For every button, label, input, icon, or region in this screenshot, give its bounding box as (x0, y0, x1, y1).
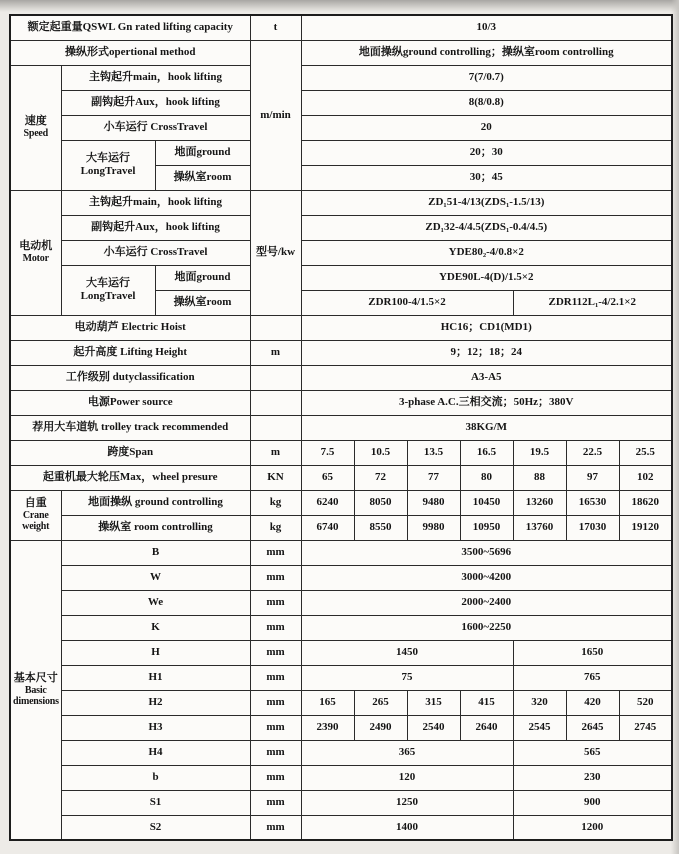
wheel-pressure-cell: 88 (513, 465, 566, 490)
speed-longtravel-zh: 大车运行 (86, 152, 130, 165)
motor-lt-ground-value: YDE90L-4(D)/1.5×2 (301, 265, 672, 290)
crane-spec-table (9, 14, 673, 841)
dim-name: H1 (61, 665, 250, 690)
weight-ground-cell: 9480 (407, 490, 460, 515)
dim-value-right: 565 (513, 740, 672, 765)
weight-ground-cell: 6240 (301, 490, 354, 515)
dim-unit: mm (250, 615, 301, 640)
span-value-cell: 25.5 (619, 440, 672, 465)
motor-longtravel-zh: 大车运行 (86, 277, 130, 290)
motor-lt-ground-label: 地面ground (155, 265, 250, 290)
row-weight-room (10, 515, 672, 540)
dim-value-right: 765 (513, 665, 672, 690)
speed-lt-room-value: 30；45 (301, 165, 672, 190)
speed-lt-ground-label: 地面ground (155, 140, 250, 165)
row-power-source (10, 390, 672, 415)
dim-value-cell: 2640 (460, 715, 513, 740)
dim-unit: mm (250, 590, 301, 615)
wheel-pressure-cell: 72 (354, 465, 407, 490)
dim-value-cell: 315 (407, 690, 460, 715)
dim-value-cell: 2390 (301, 715, 354, 740)
dim-unit: mm (250, 790, 301, 815)
operation-method-value: 地面操纵ground controlling；操纵室room controlling (301, 40, 672, 65)
crane-weight-en2: weight (22, 521, 50, 533)
row-operation-method (10, 40, 672, 65)
speed-cross-value: 20 (301, 115, 672, 140)
row-duty-classification (10, 365, 672, 390)
wheel-pressure-cell: 97 (566, 465, 619, 490)
motor-lt-room-value-left: ZDR100-4/1.5×2 (301, 290, 513, 315)
dim-unit: mm (250, 715, 301, 740)
wheel-pressure-cell: 77 (407, 465, 460, 490)
trolley-track-label: 荐用大车道轨 trolley track recommended (10, 415, 250, 440)
crane-weight-group-label (10, 490, 61, 540)
speed-main-label: 主钩起升main，hook lifting (61, 65, 250, 90)
weight-ground-label: 地面操纵 ground controlling (61, 490, 250, 515)
dim-value-cell: 2540 (407, 715, 460, 740)
weight-ground-cell: 18620 (619, 490, 672, 515)
row-dim-S2 (10, 815, 672, 840)
dim-unit: mm (250, 565, 301, 590)
row-motor-cross (10, 240, 672, 265)
dim-name: S1 (61, 790, 250, 815)
span-value-cell: 16.5 (460, 440, 513, 465)
row-speed-aux (10, 90, 672, 115)
dim-name: H3 (61, 715, 250, 740)
span-unit: m (250, 440, 301, 465)
motor-lt-room-value-right: ZDR112L₁-4/2.1×2 (513, 290, 672, 315)
rated-capacity-label: 额定起重量QSWL Gn rated lifting capacity (10, 15, 250, 40)
dim-value-cell: 415 (460, 690, 513, 715)
dim-value-left: 75 (301, 665, 513, 690)
crane-weight-zh: 自重 (24, 497, 47, 510)
dim-name: B (61, 540, 250, 565)
wheel-pressure-cell: 80 (460, 465, 513, 490)
trolley-track-unit (250, 415, 301, 440)
dim-value-cell: 520 (619, 690, 672, 715)
row-dim-We (10, 590, 672, 615)
dim-unit: mm (250, 665, 301, 690)
row-dim-b (10, 765, 672, 790)
wheel-pressure-cell: 65 (301, 465, 354, 490)
dim-unit: mm (250, 690, 301, 715)
row-motor-aux (10, 215, 672, 240)
weight-ground-cell: 13260 (513, 490, 566, 515)
dimensions-group-label (10, 540, 61, 840)
dim-value-right: 900 (513, 790, 672, 815)
weight-ground-cell: 10450 (460, 490, 513, 515)
speed-lt-room-label: 操纵室room (155, 165, 250, 190)
dim-value-left: 1400 (301, 815, 513, 840)
weight-room-cell: 13760 (513, 515, 566, 540)
row-dim-S1 (10, 790, 672, 815)
row-dim-H1 (10, 665, 672, 690)
row-speed-lt-ground (10, 140, 672, 165)
dim-name: We (61, 590, 250, 615)
power-source-unit (250, 390, 301, 415)
dim-name: K (61, 615, 250, 640)
motor-group-zh: 电动机 (19, 240, 53, 253)
dimensions-en2: dimensions (13, 696, 59, 708)
dim-name: S2 (61, 815, 250, 840)
weight-room-label: 操纵室 room controlling (61, 515, 250, 540)
dim-value-cell: 2745 (619, 715, 672, 740)
row-span (10, 440, 672, 465)
dim-value-cell: 2490 (354, 715, 407, 740)
dim-value: 3000~4200 (301, 565, 672, 590)
speed-longtravel-label (61, 140, 155, 190)
motor-aux-label: 副钩起升Aux，hook lifting (61, 215, 250, 240)
dim-value: 3500~5696 (301, 540, 672, 565)
weight-room-unit: kg (250, 515, 301, 540)
dim-value-cell: 420 (566, 690, 619, 715)
motor-cross-value: YDE80₂-4/0.8×2 (301, 240, 672, 265)
dim-value-left: 365 (301, 740, 513, 765)
dim-name: b (61, 765, 250, 790)
speed-aux-label: 副钩起升Aux，hook lifting (61, 90, 250, 115)
speed-lt-ground-value: 20；30 (301, 140, 672, 165)
speed-group-zh: 速度 (24, 115, 47, 128)
dim-value-cell: 2645 (566, 715, 619, 740)
weight-room-cell: 10950 (460, 515, 513, 540)
motor-main-label: 主钩起升main，hook lifting (61, 190, 250, 215)
row-dim-H3 (10, 715, 672, 740)
duty-classification-label: 工作级别 dutyclassification (10, 365, 250, 390)
lifting-height-label: 起升高度 Lifting Height (10, 340, 250, 365)
electric-hoist-unit (250, 315, 301, 340)
row-speed-cross (10, 115, 672, 140)
duty-classification-unit (250, 365, 301, 390)
motor-longtravel-label (61, 265, 155, 315)
operation-method-label: 操纵形式opertional method (10, 40, 250, 65)
dim-value-left: 120 (301, 765, 513, 790)
row-dim-W (10, 565, 672, 590)
speed-cross-label: 小车运行 CrossTravel (61, 115, 250, 140)
dim-name: W (61, 565, 250, 590)
row-dim-B (10, 540, 672, 565)
dim-name: H (61, 640, 250, 665)
speed-unit: m/min (250, 40, 301, 190)
row-motor-lt-ground (10, 265, 672, 290)
dim-name: H2 (61, 690, 250, 715)
speed-aux-value: 8(8/0.8) (301, 90, 672, 115)
dim-value-cell: 265 (354, 690, 407, 715)
speed-group-en: Speed (23, 128, 49, 140)
weight-room-cell: 9980 (407, 515, 460, 540)
row-electric-hoist (10, 315, 672, 340)
span-value-cell: 19.5 (513, 440, 566, 465)
motor-main-value: ZD₁51-4/13(ZDS₁-1.5/13) (301, 190, 672, 215)
dim-unit: mm (250, 640, 301, 665)
dim-value-left: 1450 (301, 640, 513, 665)
dim-name: H4 (61, 740, 250, 765)
crane-weight-en1: Crane (22, 509, 49, 521)
row-lifting-height (10, 340, 672, 365)
row-trolley-track (10, 415, 672, 440)
trolley-track-value: 38KG/M (301, 415, 672, 440)
speed-group-label (10, 65, 61, 190)
electric-hoist-value: HC16；CD1(MD1) (301, 315, 672, 340)
speed-main-value: 7(7/0.7) (301, 65, 672, 90)
motor-group-en: Motor (22, 253, 49, 265)
dim-value-cell: 165 (301, 690, 354, 715)
duty-classification-value: A3-A5 (301, 365, 672, 390)
motor-longtravel-en: LongTravel (80, 290, 136, 302)
dim-value: 2000~2400 (301, 590, 672, 615)
rated-capacity-value: 10/3 (301, 15, 672, 40)
wheel-pressure-label: 起重机最大轮压Max，wheel presure (10, 465, 250, 490)
weight-ground-cell: 16530 (566, 490, 619, 515)
motor-cross-label: 小车运行 CrossTravel (61, 240, 250, 265)
dimensions-zh: 基本尺寸 (13, 671, 58, 684)
span-value-cell: 13.5 (407, 440, 460, 465)
dim-unit: mm (250, 540, 301, 565)
row-dim-K (10, 615, 672, 640)
motor-group-label (10, 190, 61, 315)
row-rated-capacity (10, 15, 672, 40)
dim-value-cell: 320 (513, 690, 566, 715)
span-value-cell: 22.5 (566, 440, 619, 465)
dim-value: 1600~2250 (301, 615, 672, 640)
motor-unit: 型号/kw (250, 190, 301, 315)
span-value-cell: 7.5 (301, 440, 354, 465)
dim-value-cell: 2545 (513, 715, 566, 740)
dim-value-left: 1250 (301, 790, 513, 815)
power-source-value: 3-phase A.C.三相交流；50Hz；380V (301, 390, 672, 415)
motor-aux-value: ZD₁32-4/4.5(ZDS₁-0.4/4.5) (301, 215, 672, 240)
weight-room-cell: 6740 (301, 515, 354, 540)
wheel-pressure-cell: 102 (619, 465, 672, 490)
motor-lt-room-label: 操纵室room (155, 290, 250, 315)
span-value-cell: 10.5 (354, 440, 407, 465)
weight-ground-unit: kg (250, 490, 301, 515)
row-wheel-pressure (10, 465, 672, 490)
weight-room-cell: 8550 (354, 515, 407, 540)
dim-unit: mm (250, 740, 301, 765)
row-dim-H2 (10, 690, 672, 715)
span-label: 跨度Span (10, 440, 250, 465)
dim-unit: mm (250, 765, 301, 790)
lifting-height-unit: m (250, 340, 301, 365)
rated-capacity-unit: t (250, 15, 301, 40)
dim-value-right: 230 (513, 765, 672, 790)
dim-value-right: 1200 (513, 815, 672, 840)
weight-ground-cell: 8050 (354, 490, 407, 515)
dimensions-en1: Basic (24, 684, 47, 696)
row-speed-main (10, 65, 672, 90)
dim-unit: mm (250, 815, 301, 840)
row-motor-main (10, 190, 672, 215)
row-dim-H4 (10, 740, 672, 765)
row-weight-ground (10, 490, 672, 515)
weight-room-cell: 17030 (566, 515, 619, 540)
electric-hoist-label: 电动葫芦 Electric Hoist (10, 315, 250, 340)
weight-room-cell: 19120 (619, 515, 672, 540)
speed-longtravel-en: LongTravel (80, 165, 136, 177)
lifting-height-value: 9；12；18；24 (301, 340, 672, 365)
row-dim-H (10, 640, 672, 665)
dim-value-right: 1650 (513, 640, 672, 665)
power-source-label: 电源Power source (10, 390, 250, 415)
wheel-pressure-unit: KN (250, 465, 301, 490)
